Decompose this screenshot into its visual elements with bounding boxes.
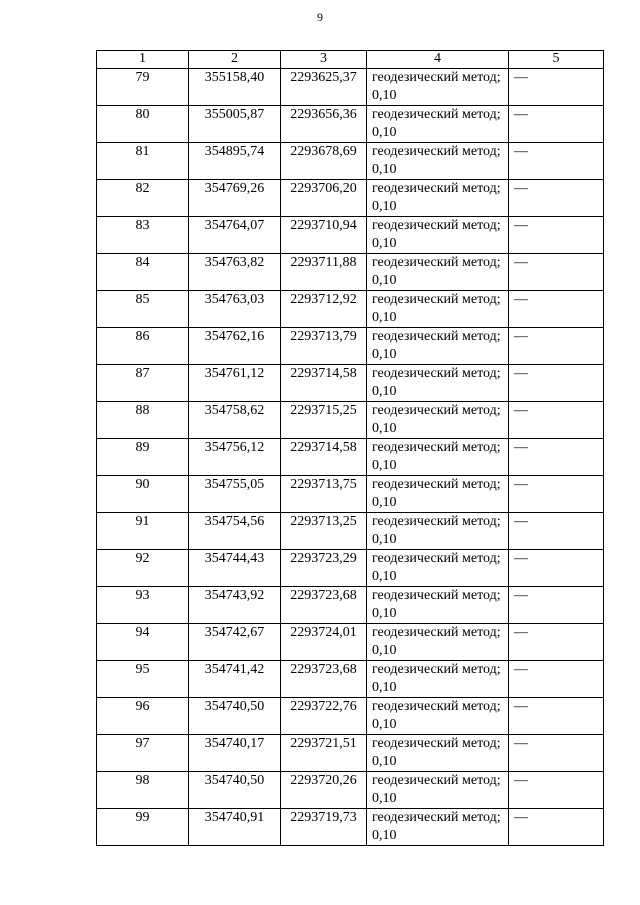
point-number-cell: 80 [97,106,189,143]
method-cell: геодезический метод; 0,10 [367,217,509,254]
point-number-cell: 84 [97,254,189,291]
point-number-cell: 86 [97,328,189,365]
method-cell: геодезический метод; 0,10 [367,476,509,513]
y-coordinate-cell: 2293720,26 [281,772,367,809]
point-number-cell: 85 [97,291,189,328]
method-cell: геодезический метод; 0,10 [367,513,509,550]
y-coordinate-cell: 2293713,25 [281,513,367,550]
y-coordinate-cell: 2293723,68 [281,661,367,698]
method-cell: геодезический метод; 0,10 [367,661,509,698]
method-cell: геодезический метод; 0,10 [367,735,509,772]
point-number-cell: 94 [97,624,189,661]
point-number-cell: 88 [97,402,189,439]
x-coordinate-cell: 354740,50 [189,698,281,735]
table-row [97,328,604,365]
table-header [97,51,604,69]
note-cell: — [509,254,604,291]
point-number-cell: 97 [97,735,189,772]
point-number-cell: 81 [97,143,189,180]
table-row [97,143,604,180]
note-cell: — [509,476,604,513]
note-cell: — [509,550,604,587]
x-coordinate-cell: 354769,26 [189,180,281,217]
point-number-cell: 95 [97,661,189,698]
y-coordinate-cell: 2293724,01 [281,624,367,661]
method-cell: геодезический метод; 0,10 [367,254,509,291]
method-cell: геодезический метод; 0,10 [367,624,509,661]
method-cell: геодезический метод; 0,10 [367,587,509,624]
y-coordinate-cell: 2293723,29 [281,550,367,587]
coordinates-table [96,50,604,846]
method-cell: геодезический метод; 0,10 [367,809,509,846]
point-number-cell: 89 [97,439,189,476]
method-cell: геодезический метод; 0,10 [367,143,509,180]
y-coordinate-cell: 2293715,25 [281,402,367,439]
table-row [97,69,604,106]
note-cell: — [509,624,604,661]
y-coordinate-cell: 2293710,94 [281,217,367,254]
note-cell: — [509,106,604,143]
table-row [97,550,604,587]
y-coordinate-cell: 2293713,75 [281,476,367,513]
method-cell: геодезический метод; 0,10 [367,328,509,365]
header-col-4: 4 [367,51,509,69]
table-row [97,735,604,772]
method-cell: геодезический метод; 0,10 [367,291,509,328]
table-row [97,254,604,291]
x-coordinate-cell: 354763,82 [189,254,281,291]
note-cell: — [509,291,604,328]
x-coordinate-cell: 354744,43 [189,550,281,587]
method-cell: геодезический метод; 0,10 [367,698,509,735]
table-row [97,217,604,254]
x-coordinate-cell: 354764,07 [189,217,281,254]
y-coordinate-cell: 2293714,58 [281,365,367,402]
table-row [97,661,604,698]
note-cell: — [509,772,604,809]
method-cell: геодезический метод; 0,10 [367,550,509,587]
method-cell: геодезический метод; 0,10 [367,402,509,439]
y-coordinate-cell: 2293711,88 [281,254,367,291]
point-number-cell: 82 [97,180,189,217]
x-coordinate-cell: 354740,50 [189,772,281,809]
point-number-cell: 93 [97,587,189,624]
header-col-2: 2 [189,51,281,69]
note-cell: — [509,328,604,365]
table-row [97,587,604,624]
method-cell: геодезический метод; 0,10 [367,772,509,809]
y-coordinate-cell: 2293721,51 [281,735,367,772]
table-row [97,291,604,328]
note-cell: — [509,180,604,217]
table-row [97,513,604,550]
table-row [97,180,604,217]
x-coordinate-cell: 354743,92 [189,587,281,624]
y-coordinate-cell: 2293625,37 [281,69,367,106]
table-row [97,476,604,513]
table-row [97,809,604,846]
method-cell: геодезический метод; 0,10 [367,180,509,217]
point-number-cell: 79 [97,69,189,106]
note-cell: — [509,143,604,180]
note-cell: — [509,587,604,624]
x-coordinate-cell: 354740,17 [189,735,281,772]
note-cell: — [509,661,604,698]
point-number-cell: 99 [97,809,189,846]
x-coordinate-cell: 354895,74 [189,143,281,180]
point-number-cell: 91 [97,513,189,550]
point-number-cell: 83 [97,217,189,254]
note-cell: — [509,698,604,735]
y-coordinate-cell: 2293713,79 [281,328,367,365]
note-cell: — [509,439,604,476]
page-number: 9 [317,10,323,24]
x-coordinate-cell: 354741,42 [189,661,281,698]
method-cell: геодезический метод; 0,10 [367,69,509,106]
point-number-cell: 96 [97,698,189,735]
y-coordinate-cell: 2293678,69 [281,143,367,180]
table-row [97,772,604,809]
x-coordinate-cell: 354754,56 [189,513,281,550]
x-coordinate-cell: 354755,05 [189,476,281,513]
header-row [97,51,604,69]
y-coordinate-cell: 2293712,92 [281,291,367,328]
method-cell: геодезический метод; 0,10 [367,106,509,143]
x-coordinate-cell: 354758,62 [189,402,281,439]
note-cell: — [509,513,604,550]
point-number-cell: 98 [97,772,189,809]
note-cell: — [509,809,604,846]
table-body [97,69,604,846]
x-coordinate-cell: 355158,40 [189,69,281,106]
table-row [97,698,604,735]
point-number-cell: 90 [97,476,189,513]
y-coordinate-cell: 2293719,73 [281,809,367,846]
note-cell: — [509,365,604,402]
note-cell: — [509,217,604,254]
table-row [97,439,604,476]
x-coordinate-cell: 354742,67 [189,624,281,661]
x-coordinate-cell: 355005,87 [189,106,281,143]
table-row [97,402,604,439]
y-coordinate-cell: 2293706,20 [281,180,367,217]
x-coordinate-cell: 354756,12 [189,439,281,476]
point-number-cell: 92 [97,550,189,587]
note-cell: — [509,402,604,439]
method-cell: геодезический метод; 0,10 [367,439,509,476]
x-coordinate-cell: 354763,03 [189,291,281,328]
table-row [97,106,604,143]
y-coordinate-cell: 2293723,68 [281,587,367,624]
header-col-5: 5 [509,51,604,69]
table-row [97,624,604,661]
table-row [97,365,604,402]
x-coordinate-cell: 354761,12 [189,365,281,402]
header-col-3: 3 [281,51,367,69]
note-cell: — [509,69,604,106]
header-col-1: 1 [97,51,189,69]
x-coordinate-cell: 354762,16 [189,328,281,365]
y-coordinate-cell: 2293714,58 [281,439,367,476]
point-number-cell: 87 [97,365,189,402]
note-cell: — [509,735,604,772]
y-coordinate-cell: 2293656,36 [281,106,367,143]
method-cell: геодезический метод; 0,10 [367,365,509,402]
y-coordinate-cell: 2293722,76 [281,698,367,735]
x-coordinate-cell: 354740,91 [189,809,281,846]
